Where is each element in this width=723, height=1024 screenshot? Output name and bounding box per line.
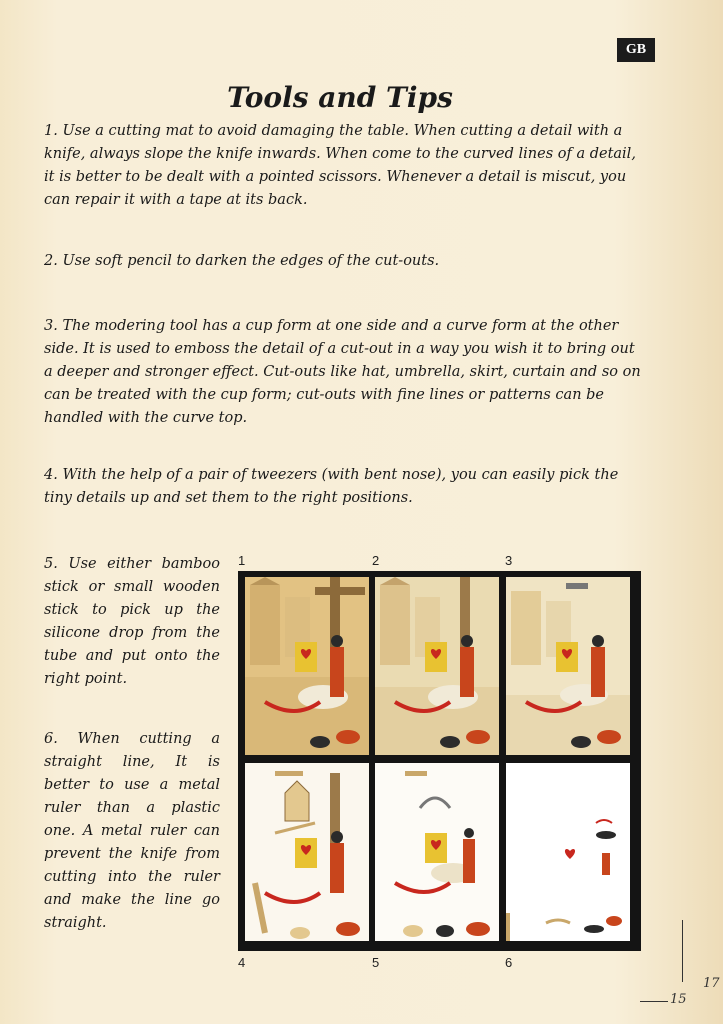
margin-rule <box>682 920 683 982</box>
page-number-rule <box>640 1001 668 1002</box>
language-badge: GB <box>617 38 655 62</box>
step-panel-6 <box>506 763 630 941</box>
tip-3: 3. The modering tool has a cup form at one side and a curve form at the other side. It is used to emboss the detail of a cut-out in a way you wish it to bring out a deeper and stronger effect. Cut-outs like hat, umbrella, skirt, curtain and so on can be treated with the cup form; cut-outs with fine lines or patterns can be handled with the curve top. <box>44 318 641 426</box>
panel-number-6: 6 <box>505 955 513 970</box>
page-number-secondary: 17 <box>703 976 720 991</box>
tip-1: 1. Use a cutting mat to avoid damaging the table. When cutting a detail with a knife, always slope the knife inwards. When come to the curved lines of a detail, it is better to be dealt with a pointed scissors. Whenever a detail is miscut, you can repair it with a tape at its back. <box>44 123 636 208</box>
page-number: 15 <box>670 992 687 1007</box>
illustration-full <box>245 577 369 755</box>
illustration-partial-1 <box>375 577 499 755</box>
illustration-partial-2 <box>506 577 630 755</box>
tip-4: 4. With the help of a pair of tweezers (with bent nose), you can easily pick the tiny details up and set them to the right positions. <box>44 467 619 506</box>
step-panel-5 <box>375 763 499 941</box>
panel-number-4: 4 <box>238 955 246 970</box>
tip-2: 2. Use soft pencil to darken the edges of the cut-outs. <box>44 253 440 269</box>
illustration-cutouts-2 <box>375 763 499 941</box>
step-panel-2 <box>375 577 499 755</box>
panel-number-1: 1 <box>238 553 246 568</box>
illustration-cutouts-1 <box>245 763 369 941</box>
assembly-steps-grid <box>238 571 641 951</box>
step-panel-3 <box>506 577 630 755</box>
step-panel-4 <box>245 763 369 941</box>
tip-6: 6. When cutting a straight line, It is better to use a metal ruler than a plastic one. A metal ruler can prevent the knife from cutting into the ruler and make the line go straight. <box>44 731 220 931</box>
illustration-cutouts-3 <box>506 763 630 941</box>
panel-number-3: 3 <box>505 553 513 568</box>
tip-5: 5. Use either bamboo stick or small wooden stick to pick up the silicone drop from the tube and put onto the right point. <box>44 556 220 687</box>
panel-number-5: 5 <box>372 955 380 970</box>
panel-number-2: 2 <box>372 553 380 568</box>
page-title: Tools and Tips <box>227 80 453 114</box>
step-panel-1 <box>245 577 369 755</box>
